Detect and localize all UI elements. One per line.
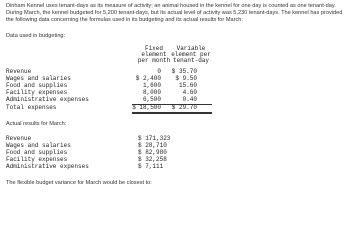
- budget-section-label: Data used in budgeting:: [6, 33, 66, 39]
- fixed-value: 1,600: [142, 82, 161, 89]
- actual-amount: $ 7,111: [138, 163, 164, 170]
- variable-value: $ 29.70: [171, 104, 197, 111]
- variable-value: 15.60: [178, 82, 197, 89]
- actual-section-label: Actual results for March:: [6, 121, 67, 127]
- row-label: Wages and salaries: [6, 142, 71, 149]
- row-label: Revenue: [6, 135, 32, 142]
- fixed-value: 6,500: [142, 96, 161, 103]
- actual-amount: $ 171,323: [138, 135, 171, 142]
- table-row: [6, 156, 306, 163]
- fixed-value: $ 2,400: [135, 75, 161, 82]
- row-label: Facility expenses: [6, 156, 68, 163]
- variable-element-header: Variable element per tenant-day: [171, 45, 211, 65]
- table-row: [6, 68, 306, 75]
- row-label: Food and supplies: [6, 149, 68, 156]
- row-label: Food and supplies: [6, 82, 68, 89]
- row-label: Wages and salaries: [6, 75, 71, 82]
- fixed-value: 8,000: [142, 89, 161, 96]
- row-label: Facility expenses: [6, 89, 68, 96]
- variable-value: 4.60: [182, 89, 197, 96]
- actual-amount: $ 28,710: [138, 142, 167, 149]
- table-row: [6, 96, 306, 103]
- table-row: [6, 163, 306, 170]
- actual-amount: $ 82,980: [138, 149, 167, 156]
- row-label: Administrative expenses: [6, 96, 89, 103]
- fixed-element-header: Fixed element per month: [137, 45, 171, 65]
- row-label: Revenue: [6, 68, 32, 75]
- variable-value: $ 9.50: [175, 75, 197, 82]
- table-row: [6, 149, 306, 156]
- table-row-total: [6, 104, 306, 111]
- fixed-value: $ 18,500: [132, 104, 161, 111]
- row-label: Administrative expenses: [6, 163, 89, 170]
- table-row: [6, 75, 306, 82]
- table-row: [6, 135, 306, 142]
- variable-value: 0.40: [182, 96, 197, 103]
- actual-amount: $ 32,258: [138, 156, 167, 163]
- variable-value: $ 35.70: [171, 68, 197, 75]
- table-row: [6, 142, 306, 149]
- table-row: [6, 89, 306, 96]
- row-label: Total expenses: [6, 104, 57, 111]
- table-row: [6, 82, 306, 89]
- question-text: The flexible budget variance for March would be closest to:: [6, 180, 152, 186]
- problem-intro: Dinham Kennel uses tenant-days as its measure of activity; an animal housed in the kennel for one day is counted as one tenant-day. During March, the kennel budgeted for 5,200 tenant-days, but its actual level of activity was 5,230 tenant-days. The kennel has provided the following data concerning the formulas used in its budgeting and its actual results for March:: [6, 3, 343, 24]
- fixed-value: 0: [157, 68, 161, 75]
- double-rule-bottom: [132, 113, 212, 114]
